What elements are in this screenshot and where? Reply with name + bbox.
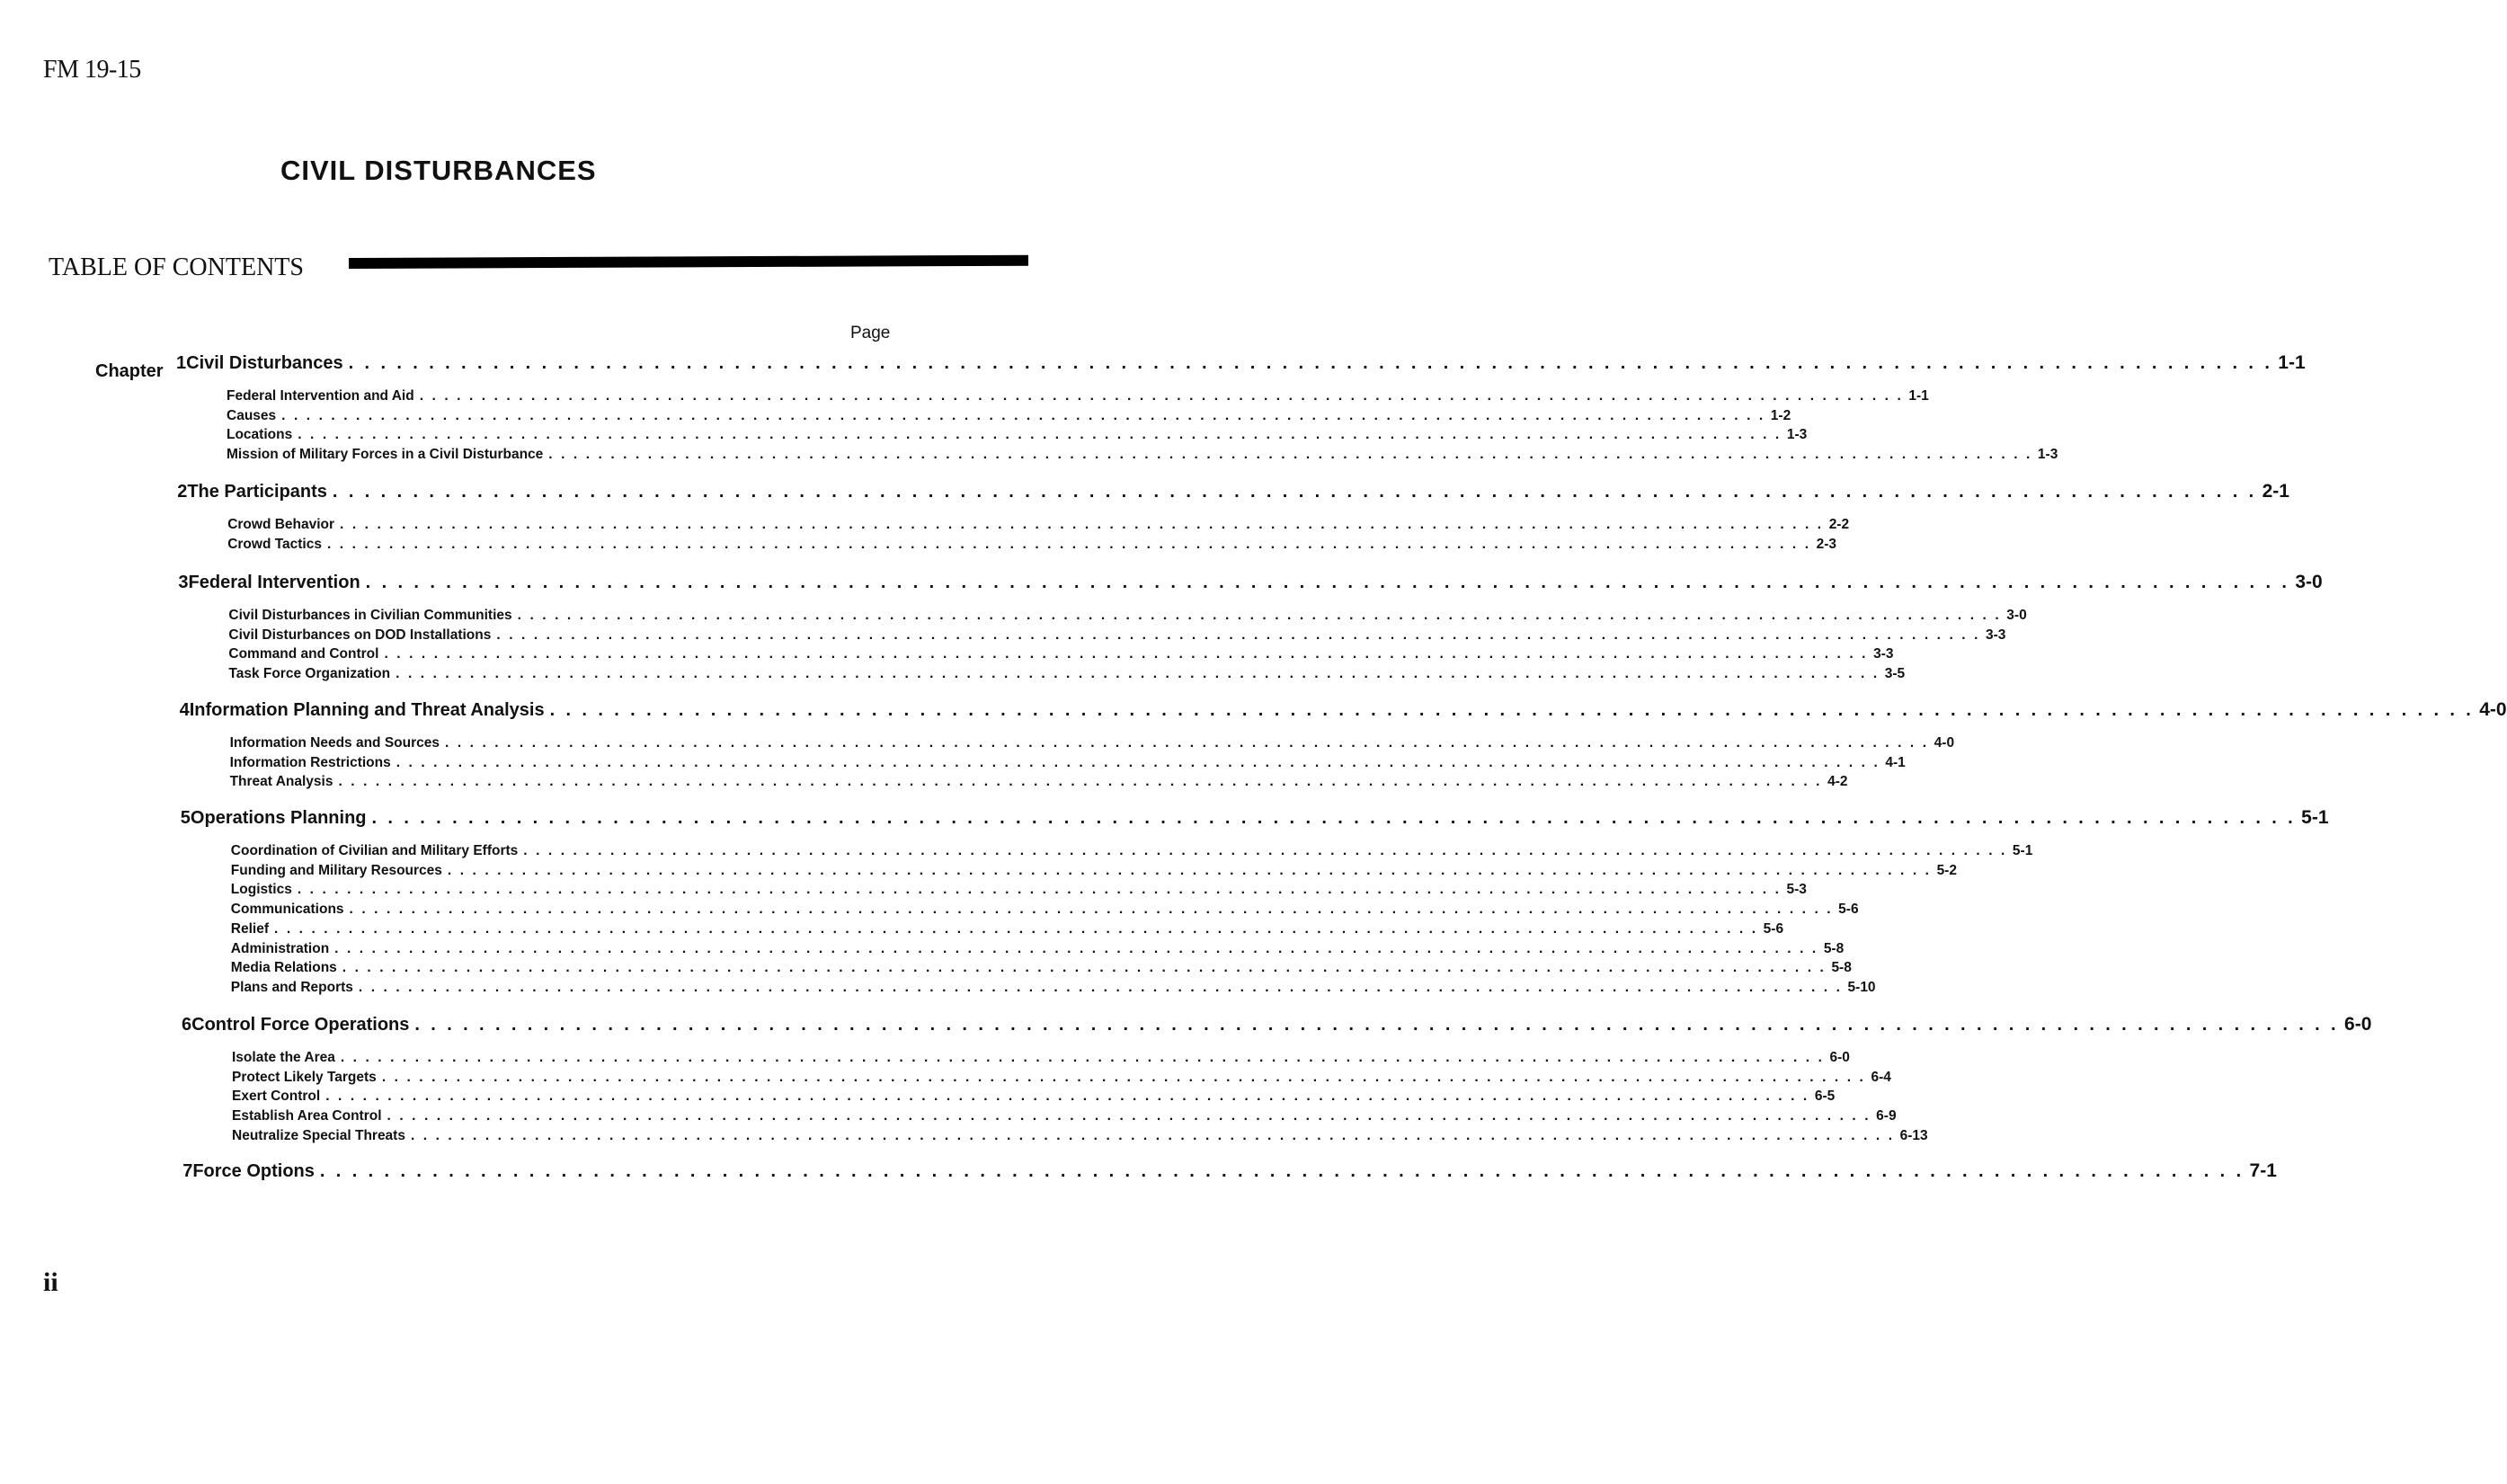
dot-leader: . . . . . . . . . . . . . . . . . . . . . . . . . . . . . . . . . . . . . . . . . . . . . . . . . . . . . . . . . . . . . . . . . . . . . . . . . . . . . . . . . . . . . . . . . . . . . . . . . . . . . . . . . . . . . . . . . . . . . . . . [414,1015,2340,1035]
toc-section-entry [228,666,1906,682]
chapter-title: Information Planning and Threat Analysis [189,700,545,720]
dot-leader: . . . . . . . . . . . . . . . . . . . . . . . . . . . . . . . . . . . . . . . . . . . . . . . . . . . . . . . . . . . . . . . . . . . . . . . . . . . . . . . . . . . . . . . . . . . . . . . . . . . . . . . . . . . . . . . . . . . . . . . . [281,407,1765,423]
dot-leader: . . . . . . . . . . . . . . . . . . . . . . . . . . . . . . . . . . . . . . . . . . . . . . . . . . . . . . . . . . . . . . . . . . . . . . . . . . . . . . . . . . . . . . . . . . . . . . . . . . . . . . . . . . . . . . . . . . . . . . . . [517,608,2002,623]
chapter-title: Control Force Operations [191,1015,410,1035]
section-title: Crowd Tactics [227,536,322,552]
section-page-number: 5-10 [1847,979,1876,995]
toc-chapter-entry [182,1160,2277,1182]
section-page-number: 5-3 [1786,882,1807,898]
section-title: Communications [230,902,344,918]
chapter-title: The Participants [187,482,327,502]
section-title: Relief [230,920,270,937]
section-page-number: 5-8 [1831,960,1852,976]
toc-section-entry [229,774,1848,790]
dot-leader: . . . . . . . . . . . . . . . . . . . . . . . . . . . . . . . . . . . . . . . . . . . . . . . . . . . . . . . . . . . . . . . . . . . . . . . . . . . . . . . . . . . . . . . . . . . . . . . . . . . . . . . . . . . . . . . . . . . . . . . . [332,482,2257,502]
dot-leader: . . . . . . . . . . . . . . . . . . . . . . . . . . . . . . . . . . . . . . . . . . . . . . . . . . . . . . . . . . . . . . . . . . . . . . . . . . . . . . . . . . . . . . . . . . . . . . . . . . . . . . . . . . . . . . . . . . . . . . . . [371,808,2297,828]
toc-section-entry [227,517,1850,533]
toc-section-entry [227,407,1791,424]
toc-section-entry [232,1069,1891,1086]
dot-leader: . . . . . . . . . . . . . . . . . . . . . . . . . . . . . . . . . . . . . . . . . . . . . . . . . . . . . . . . . . . . . . . . . . . . . . . . . . . . . . . . . . . . . . . . . . . . . . . . . . . . . . . . . . . . . . . . . . . . . . . . [358,979,1843,995]
dot-leader: . . . . . . . . . . . . . . . . . . . . . . . . . . . . . . . . . . . . . . . . . . . . . . . . . . . . . . . . . . . . . . . . . . . . . . . . . . . . . . . . . . . . . . . . . . . . . . . . . . . . . . . . . . . . . . . . . . . . . . . . [419,388,1904,404]
chapter-title: Force Options [192,1161,315,1181]
toc-section-entry [230,920,1784,937]
dot-leader: . . . . . . . . . . . . . . . . . . . . . . . . . . . . . . . . . . . . . . . . . . . . . . . . . . . . . . . . . . . . . . . . . . . . . . . . . . . . . . . . . . . . . . . . . . . . . . . . . . . . . . . . . . . . . . . . . . . . . . . . [548,447,2032,463]
toc-section-entry [232,1127,1928,1144]
document-id: FM 19-15 [43,56,141,84]
chapter-page-number: 3-0 [2295,572,2323,592]
dot-leader: . . . . . . . . . . . . . . . . . . . . . . . . . . . . . . . . . . . . . . . . . . . . . . . . . . . . . . . . . . . . . . . . . . . . . . . . . . . . . . . . . . . . . . . . . . . . . . . . . . . . . . . . . . . . . . . . . . . . . . . . [381,1069,1866,1085]
document-title: CIVIL DISTURBANCES [280,155,597,186]
section-title: Plans and Reports [230,979,353,995]
section-page-number: 6-0 [1829,1050,1850,1065]
section-page-number: 4-1 [1885,754,1906,770]
section-title: Protect Likely Targets [232,1069,377,1085]
section-title: Command and Control [228,646,379,662]
toc-section-entry [229,754,1906,771]
section-title: Media Relations [230,960,337,976]
dot-leader: . . . . . . . . . . . . . . . . . . . . . . . . . . . . . . . . . . . . . . . . . . . . . . . . . . . . . . . . . . . . . . . . . . . . . . . . . . . . . . . . . . . . . . . . . . . . . . . . . . . . . . . . . . . . . . . . . . . . . . . . [334,940,1818,956]
toc-heading: TABLE OF CONTENTS [49,253,304,281]
section-title: Crowd Behavior [227,517,335,532]
toc-section-entry [230,843,2033,859]
chapter-page-number: 7-1 [2249,1160,2277,1181]
toc-section-entry [228,608,2027,624]
toc-section-entry [230,960,1852,976]
section-page-number: 4-2 [1827,774,1848,790]
section-page-number: 6-5 [1814,1089,1836,1105]
section-page-number: 3-0 [2006,608,2027,623]
section-page-number: 6-13 [1899,1127,1928,1143]
section-title: Funding and Military Resources [230,862,442,878]
section-title: Neutralize Special Threats [232,1127,405,1143]
dot-leader: . . . . . . . . . . . . . . . . . . . . . . . . . . . . . . . . . . . . . . . . . . . . . . . . . . . . . . . . . . . . . . . . . . . . . . . . . . . . . . . . . . . . . . . . . . . . . . . . . . . . . . . . . . . . . . . . . . . . . . . . [297,882,1782,898]
toc-section-entry [227,447,2058,463]
chapter-title: Federal Intervention [188,573,360,592]
chapter-number: 6 [182,1015,192,1035]
toc-section-entry [230,979,1876,996]
chapter-label: Chapter [95,361,164,381]
toc-section-entry [232,1089,1836,1105]
section-page-number: 5-1 [2012,843,2033,858]
section-page-number: 3-3 [1986,626,2006,643]
section-title: Civil Disturbances on DOD Installations [228,626,492,643]
section-title: Information Restrictions [229,754,391,770]
section-title: Locations [227,427,293,443]
chapter-number: 1 [176,353,187,373]
dot-leader: . . . . . . . . . . . . . . . . . . . . . . . . . . . . . . . . . . . . . . . . . . . . . . . . . . . . . . . . . . . . . . . . . . . . . . . . . . . . . . . . . . . . . . . . . . . . . . . . . . . . . . . . . . . . . . . . . . . . . . . . [348,353,2273,373]
toc-section-entry [228,626,2006,644]
toc-chapter-entry [178,572,2323,593]
toc-section-entry [228,646,1894,662]
chapter-number: 4 [179,700,190,720]
toc-chapter-entry [176,352,2306,374]
dot-leader: . . . . . . . . . . . . . . . . . . . . . . . . . . . . . . . . . . . . . . . . . . . . . . . . . . . . . . . . . . . . . . . . . . . . . . . . . . . . . . . . . . . . . . . . . . . . . . . . . . . . . . . . . . . . . . . . . . . . . . . . [496,626,1981,643]
section-title: Information Needs and Sources [229,735,440,751]
dot-leader: . . . . . . . . . . . . . . . . . . . . . . . . . . . . . . . . . . . . . . . . . . . . . . . . . . . . . . . . . . . . . . . . . . . . . . . . . . . . . . . . . . . . . . . . . . . . . . . . . . . . . . . . . . . . . . . . . . . . . . . . [338,774,1823,790]
section-page-number: 1-3 [2037,447,2058,463]
toc-section-entry [227,388,1929,404]
section-title: Federal Intervention and Aid [227,388,414,404]
toc-chapter-entry [177,481,2289,502]
dot-leader: . . . . . . . . . . . . . . . . . . . . . . . . . . . . . . . . . . . . . . . . . . . . . . . . . . . . . . . . . . . . . . . . . . . . . . . . . . . . . . . . . . . . . . . . . . . . . . . . . . . . . . . . . . . . . . . . . . . . . . . . [365,573,2290,592]
section-page-number: 3-5 [1884,666,1906,682]
dot-leader: . . . . . . . . . . . . . . . . . . . . . . . . . . . . . . . . . . . . . . . . . . . . . . . . . . . . . . . . . . . . . . . . . . . . . . . . . . . . . . . . . . . . . . . . . . . . . . . . . . . . . . . . . . . . . . . . . . . . . . . . [340,517,1824,532]
toc-section-entry [230,882,1807,898]
heading-rule [349,255,1028,269]
toc-chapter-entry [180,807,2329,829]
section-page-number: 2-3 [1816,536,1837,552]
toc-section-entry [230,862,1957,879]
chapter-title: Operations Planning [190,808,367,828]
chapter-page-number: 5-1 [2301,807,2329,828]
chapter-number: 2 [177,482,188,502]
dot-leader: . . . . . . . . . . . . . . . . . . . . . . . . . . . . . . . . . . . . . . . . . . . . . . . . . . . . . . . . . . . . . . . . . . . . . . . . . . . . . . . . . . . . . . . . . . . . . . . . . . . . . . . . . . . . . . . . . . . . . . . . [384,646,1869,662]
dot-leader: . . . . . . . . . . . . . . . . . . . . . . . . . . . . . . . . . . . . . . . . . . . . . . . . . . . . . . . . . . . . . . . . . . . . . . . . . . . . . . . . . . . . . . . . . . . . . . . . . . . . . . . . . . . . . . . . . . . . . . . . [396,754,1880,770]
section-title: Task Force Organization [228,666,391,682]
toc-section-entry [232,1050,1850,1066]
toc-section-entry [230,902,1859,918]
section-title: Logistics [230,882,292,898]
section-title: Administration [230,940,330,956]
dot-leader: . . . . . . . . . . . . . . . . . . . . . . . . . . . . . . . . . . . . . . . . . . . . . . . . . . . . . . . . . . . . . . . . . . . . . . . . . . . . . . . . . . . . . . . . . . . . . . . . . . . . . . . . . . . . . . . . . . . . . . . . [447,862,1932,878]
dot-leader: . . . . . . . . . . . . . . . . . . . . . . . . . . . . . . . . . . . . . . . . . . . . . . . . . . . . . . . . . . . . . . . . . . . . . . . . . . . . . . . . . . . . . . . . . . . . . . . . . . . . . . . . . . . . . . . . . . . . . . . . [523,843,2007,858]
chapter-page-number: 6-0 [2344,1014,2372,1035]
section-page-number: 5-6 [1763,920,1784,937]
dot-leader: . . . . . . . . . . . . . . . . . . . . . . . . . . . . . . . . . . . . . . . . . . . . . . . . . . . . . . . . . . . . . . . . . . . . . . . . . . . . . . . . . . . . . . . . . . . . . . . . . . . . . . . . . . . . . . . . . . . . . . . . [319,1161,2245,1181]
toc-section-entry [227,427,1808,443]
section-page-number: 5-2 [1936,862,1957,878]
section-title: Causes [227,407,277,423]
dot-leader: . . . . . . . . . . . . . . . . . . . . . . . . . . . . . . . . . . . . . . . . . . . . . . . . . . . . . . . . . . . . . . . . . . . . . . . . . . . . . . . . . . . . . . . . . . . . . . . . . . . . . . . . . . . . . . . . . . . . . . . . [349,902,1834,918]
chapter-page-number: 2-1 [2262,481,2289,502]
toc-chapter-entry [179,699,2507,721]
section-title: Civil Disturbances in Civilian Communities [228,608,512,623]
section-title: Mission of Military Forces in a Civil Disturbance [227,447,544,463]
dot-leader: . . . . . . . . . . . . . . . . . . . . . . . . . . . . . . . . . . . . . . . . . . . . . . . . . . . . . . . . . . . . . . . . . . . . . . . . . . . . . . . . . . . . . . . . . . . . . . . . . . . . . . . . . . . . . . . . . . . . . . . . [340,1050,1825,1065]
dot-leader: . . . . . . . . . . . . . . . . . . . . . . . . . . . . . . . . . . . . . . . . . . . . . . . . . . . . . . . . . . . . . . . . . . . . . . . . . . . . . . . . . . . . . . . . . . . . . . . . . . . . . . . . . . . . . . . . . . . . . . . . [326,536,1811,552]
section-page-number: 1-1 [1908,388,1929,404]
page-column-label: Page [850,324,891,342]
section-page-number: 2-2 [1828,517,1850,532]
section-page-number: 3-3 [1873,646,1894,662]
section-title: Isolate the Area [232,1050,335,1065]
section-title: Threat Analysis [229,774,333,790]
section-page-number: 4-0 [1934,735,1955,751]
toc-chapter-entry [182,1014,2372,1035]
dot-leader: . . . . . . . . . . . . . . . . . . . . . . . . . . . . . . . . . . . . . . . . . . . . . . . . . . . . . . . . . . . . . . . . . . . . . . . . . . . . . . . . . . . . . . . . . . . . . . . . . . . . . . . . . . . . . . . . . . . . . . . . [274,920,1758,937]
chapter-number: 5 [180,808,191,828]
toc-section-entry [232,1108,1897,1124]
toc-section-entry [227,536,1837,553]
section-page-number: 1-3 [1786,427,1808,443]
section-title: Exert Control [232,1089,321,1105]
dot-leader: . . . . . . . . . . . . . . . . . . . . . . . . . . . . . . . . . . . . . . . . . . . . . . . . . . . . . . . . . . . . . . . . . . . . . . . . . . . . . . . . . . . . . . . . . . . . . . . . . . . . . . . . . . . . . . . . . . . . . . . . [445,735,1929,751]
section-title: Coordination of Civilian and Military Efforts [230,843,519,858]
dot-leader: . . . . . . . . . . . . . . . . . . . . . . . . . . . . . . . . . . . . . . . . . . . . . . . . . . . . . . . . . . . . . . . . . . . . . . . . . . . . . . . . . . . . . . . . . . . . . . . . . . . . . . . . . . . . . . . . . . . . . . . . [325,1089,1809,1105]
chapter-number: 3 [178,573,189,592]
dot-leader: . . . . . . . . . . . . . . . . . . . . . . . . . . . . . . . . . . . . . . . . . . . . . . . . . . . . . . . . . . . . . . . . . . . . . . . . . . . . . . . . . . . . . . . . . . . . . . . . . . . . . . . . . . . . . . . . . . . . . . . . [549,700,2475,720]
dot-leader: . . . . . . . . . . . . . . . . . . . . . . . . . . . . . . . . . . . . . . . . . . . . . . . . . . . . . . . . . . . . . . . . . . . . . . . . . . . . . . . . . . . . . . . . . . . . . . . . . . . . . . . . . . . . . . . . . . . . . . . . [387,1108,1871,1124]
toc-section-entry [230,940,1845,957]
section-title: Establish Area Control [232,1108,382,1124]
dot-leader: . . . . . . . . . . . . . . . . . . . . . . . . . . . . . . . . . . . . . . . . . . . . . . . . . . . . . . . . . . . . . . . . . . . . . . . . . . . . . . . . . . . . . . . . . . . . . . . . . . . . . . . . . . . . . . . . . . . . . . . . [298,427,1782,443]
page-number: ii [43,1267,58,1297]
section-page-number: 6-4 [1871,1069,1891,1085]
dot-leader: . . . . . . . . . . . . . . . . . . . . . . . . . . . . . . . . . . . . . . . . . . . . . . . . . . . . . . . . . . . . . . . . . . . . . . . . . . . . . . . . . . . . . . . . . . . . . . . . . . . . . . . . . . . . . . . . . . . . . . . . [396,666,1880,682]
chapter-title: Civil Disturbances [186,353,343,373]
chapter-page-number: 4-0 [2479,699,2507,720]
dot-leader: . . . . . . . . . . . . . . . . . . . . . . . . . . . . . . . . . . . . . . . . . . . . . . . . . . . . . . . . . . . . . . . . . . . . . . . . . . . . . . . . . . . . . . . . . . . . . . . . . . . . . . . . . . . . . . . . . . . . . . . . [342,960,1827,976]
section-page-number: 5-8 [1823,940,1845,956]
chapter-page-number: 1-1 [2278,352,2306,373]
section-page-number: 1-2 [1770,407,1791,423]
section-page-number: 5-6 [1838,902,1859,918]
dot-leader: . . . . . . . . . . . . . . . . . . . . . . . . . . . . . . . . . . . . . . . . . . . . . . . . . . . . . . . . . . . . . . . . . . . . . . . . . . . . . . . . . . . . . . . . . . . . . . . . . . . . . . . . . . . . . . . . . . . . . . . . [410,1127,1895,1143]
section-page-number: 6-9 [1876,1108,1897,1124]
toc-section-entry [229,735,1955,751]
chapter-number: 7 [182,1161,193,1181]
